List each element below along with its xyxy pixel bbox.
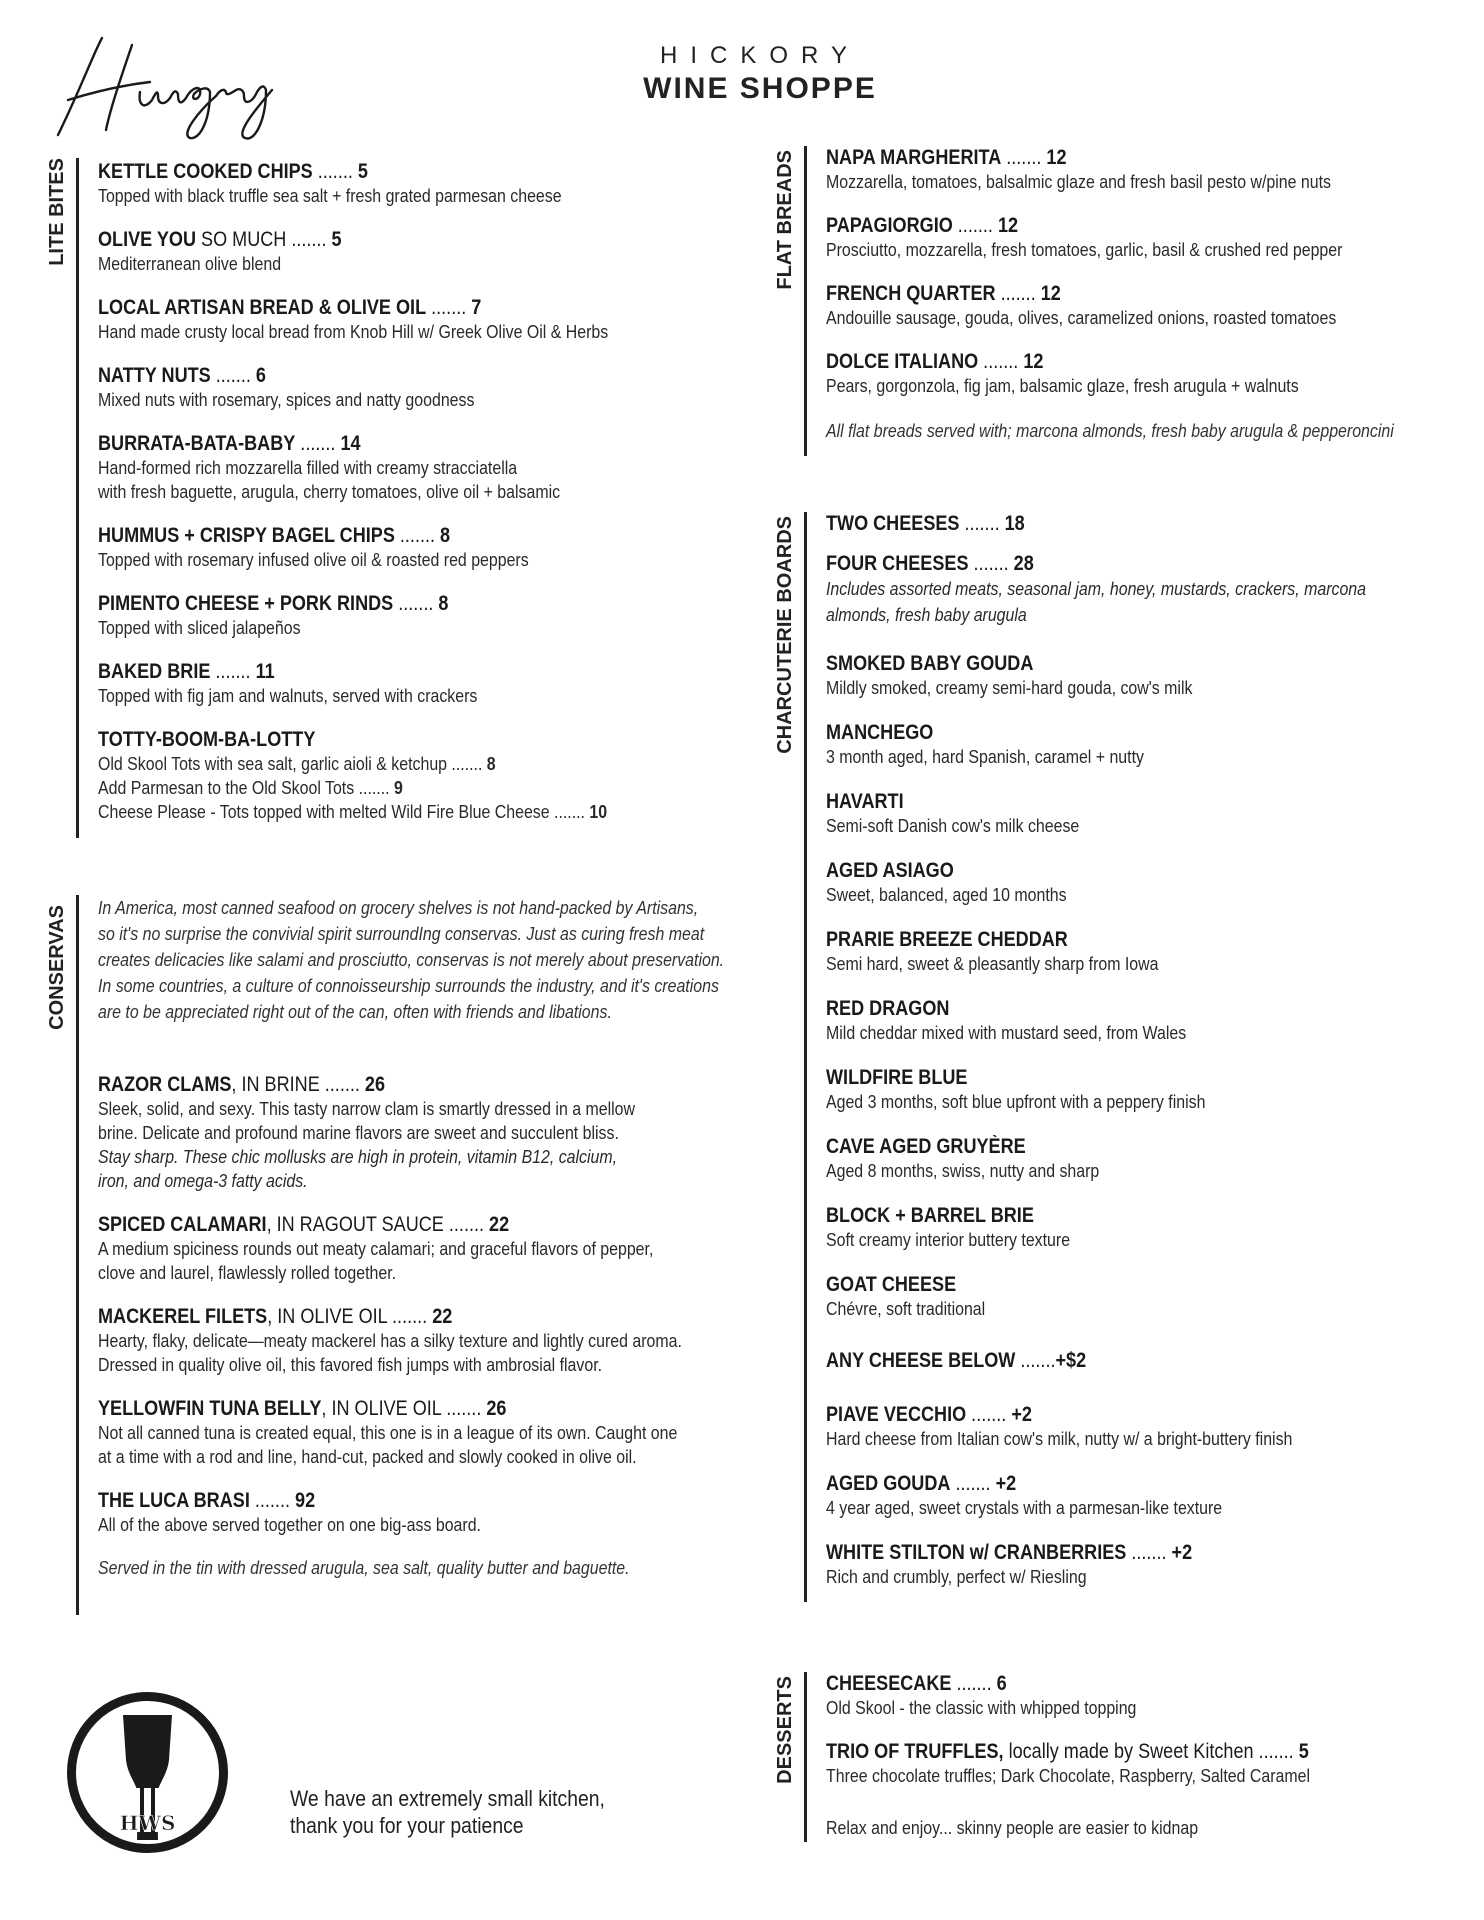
item-desc: Hand made crusty local bread from Knob Hill w/ Greek Olive Oil & Herbs (98, 321, 609, 342)
item-desc: Old Skool Tots with sea salt, garlic aioli & ketchup ....... 8 (98, 753, 496, 774)
cheese-item: WILDFIRE BLUE Aged 3 months, soft blue upfront with a peppery finish (826, 1066, 1206, 1112)
item-price: 11 (255, 660, 275, 683)
item-price: 28 (1013, 552, 1034, 575)
item-desc: Mediterranean olive blend (98, 253, 282, 274)
menu-item: CHEESECAKE ....... 6 Old Skool - the classic with whipped topping (826, 1672, 1137, 1718)
section-label: CHARCUTERIE BOARDS (774, 516, 796, 754)
conservas-intro: In America, most canned seafood on grocery shelves is not hand-packed by Artisans, so it's no surprise the convivial spirit surroundIng conservas. Just as curing fresh meat creates delicacies like salami and prosciutto, conservas is not merely about preservation. In some countries, a culture of connoisseurship surrounds the industry, and it's creations are to be appreciated right out of the can, often with friends and libations. (98, 897, 725, 1022)
item-name: TOTTY-BOOM-BA-LOTTY (98, 728, 316, 751)
item-price: 14 (340, 432, 361, 455)
item-price: 6 (255, 364, 266, 387)
menu-item: FRENCH QUARTER ....... 12 Andouille sausage, gouda, olives, caramelized onions, roasted tomatoes (826, 282, 1337, 328)
section-label: LITE BITES (46, 158, 68, 266)
flat-breads-list (826, 146, 1466, 444)
item-price: 22 (489, 1213, 510, 1236)
item-name: HUMMUS + CRISPY BAGEL CHIPS (98, 524, 395, 547)
item-price: 12 (1040, 282, 1061, 305)
item-name: KETTLE COOKED CHIPS (98, 160, 313, 183)
cheese-item: AGED ASIAGO Sweet, balanced, aged 10 months (826, 859, 1067, 905)
item-price: 12 (1046, 146, 1067, 169)
menu-item: TWO CHEESES ....... 18 (826, 512, 1025, 535)
item-price: 18 (1004, 512, 1025, 535)
desserts-footnote: Relax and enjoy... skinny people are easier to kidnap (826, 1817, 1199, 1838)
section-rule (76, 158, 79, 838)
cheese-item: GOAT CHEESE Chévre, soft traditional (826, 1273, 986, 1319)
item-name: FRENCH QUARTER (826, 282, 996, 305)
section-label: DESSERTS (774, 1676, 796, 1784)
menu-item: FOUR CHEESES ....... 28 Includes assorted meats, seasonal jam, honey, mustards, crackers, marcona almonds, fresh baby arugula (826, 552, 1367, 625)
menu-item: MACKEREL FILETS, IN OLIVE OIL ....... 22 Hearty, flaky, delicate—meaty mackerel has a silky texture and lightly cured aroma. Dressed in quality olive oil, this favored fish jumps with ambrosial flavor. (98, 1305, 682, 1375)
item-desc: Topped with fig jam and walnuts, served with crackers (98, 685, 478, 706)
cheese-item: MANCHEGO 3 month aged, hard Spanish, caramel + nutty (826, 721, 1144, 767)
item-price: 12 (1023, 350, 1044, 373)
item-name: BAKED BRIE (98, 660, 211, 683)
kitchen-note: We have an extremely small kitchen, thank you for your patience (290, 1786, 605, 1838)
section-label: CONSERVAS (46, 905, 68, 1030)
section-rule (804, 1672, 807, 1842)
premium-cheese: PIAVE VECCHIO ....... +2 Hard cheese from Italian cow's milk, nutty w/ a bright-buttery finish (826, 1403, 1293, 1449)
section-rule (804, 146, 807, 456)
item-desc: Cheese Please - Tots topped with melted Wild Fire Blue Cheese ....... 10 (98, 801, 608, 822)
cheese-item: BLOCK + BARREL BRIE Soft creamy interior buttery texture (826, 1204, 1071, 1250)
item-desc: Hand-formed rich mozzarella filled with creamy stracciatella (98, 457, 518, 478)
menu-item: PAPAGIORGIO ....... 12 Prosciutto, mozzarella, fresh tomatoes, garlic, basil & crushed red pepper (826, 214, 1343, 260)
item-name: PAPAGIORGIO (826, 214, 953, 237)
cheese-item: CAVE AGED GRUYÈRE Aged 8 months, swiss, nutty and sharp (826, 1135, 1100, 1181)
hungry-script-logo (40, 30, 280, 145)
menu-item: NATTY NUTS ....... 6 Mixed nuts with rosemary, spices and natty goodness (98, 364, 738, 412)
cheese-item: SMOKED BABY GOUDA Mildly smoked, creamy semi-hard gouda, cow's milk (826, 652, 1193, 698)
cheese-item: HAVARTI Semi-soft Danish cow's milk cheese (826, 790, 1080, 836)
upcharge-line: ANY CHEESE BELOW .......+$2 (826, 1349, 1087, 1372)
menu-item: LOCAL ARTISAN BREAD & OLIVE OIL ....... 7 Hand made crusty local bread from Knob Hill w/ Greek Olive Oil & Herbs (98, 296, 738, 344)
charcuterie-list (826, 512, 1466, 1589)
section-rule (76, 895, 79, 1615)
menu-item: YELLOWFIN TUNA BELLY, IN OLIVE OIL ....... 26 Not all canned tuna is created equal, this one is in a league of its own. Caught one at a time with a rod and line, hand-cut, packed and slowly cooked in olive oil. (98, 1397, 678, 1467)
item-name: NAPA MARGHERITA (826, 146, 1002, 169)
item-desc: Mixed nuts with rosemary, spices and natty goodness (98, 389, 475, 410)
item-price: 5 (331, 228, 342, 251)
item-price: 26 (486, 1397, 507, 1420)
section-conservas (42, 895, 762, 1615)
item-desc: Topped with black truffle sea salt + fresh grated parmesan cheese (98, 185, 562, 206)
item-desc: Add Parmesan to the Old Skool Tots ....... 9 (98, 777, 403, 798)
item-name: THE LUCA BRASI (98, 1489, 250, 1512)
item-desc: Topped with sliced jalapeños (98, 617, 301, 638)
item-price: 5 (357, 160, 368, 183)
section-lite-bites (42, 158, 742, 838)
section-charcuterie (770, 512, 1470, 1602)
section-flat-breads (770, 146, 1470, 456)
menu-item: BAKED BRIE ....... 11 Topped with fig jam and walnuts, served with crackers (98, 660, 738, 708)
menu-item: PIMENTO CHEESE + PORK RINDS ....... 8 Topped with sliced jalapeños (98, 592, 738, 640)
item-desc: with fresh baguette, arugula, cherry tomatoes, olive oil + balsamic (98, 481, 561, 502)
item-name: PIMENTO CHEESE + PORK RINDS (98, 592, 394, 615)
cheese-item: RED DRAGON Mild cheddar mixed with mustard seed, from Wales (826, 997, 1187, 1043)
item-desc: Topped with rosemary infused olive oil & roasted red peppers (98, 549, 529, 570)
section-desserts (770, 1672, 1470, 1842)
conservas-list (98, 895, 778, 1581)
brand-bottom: WINE SHOPPE (643, 72, 877, 105)
menu-item: DOLCE ITALIANO ....... 12 Pears, gorgonzola, fig jam, balsamic glaze, fresh arugula + walnuts (826, 350, 1299, 396)
item-price: 12 (997, 214, 1019, 237)
menu-item: BURRATA-BATA-BABY ....... 14 Hand-formed rich mozzarella filled with creamy stracciatella with fresh baguette, arugula, cherry tomatoes, olive oil + balsamic (98, 432, 738, 504)
brand-top: HICKORY (660, 42, 860, 69)
hws-seal-logo (65, 1690, 230, 1855)
item-name: TWO CHEESES (826, 512, 960, 535)
item-name: YELLOWFIN TUNA BELLY (98, 1397, 322, 1420)
item-price: 92 (295, 1489, 316, 1512)
item-name: DOLCE ITALIANO (826, 350, 979, 373)
item-price: 22 (432, 1305, 453, 1328)
item-name: OLIVE YOU (98, 228, 197, 251)
menu-item: OLIVE YOU SO MUCH ....... 5 Mediterranean olive blend (98, 228, 738, 276)
menu-item: KETTLE COOKED CHIPS ....... 5 Topped with black truffle sea salt + fresh grated parmesan cheese (98, 160, 738, 208)
item-name: FOUR CHEESES (826, 552, 969, 575)
desserts-list (826, 1672, 1466, 1840)
item-name: NATTY NUTS (98, 364, 211, 387)
item-name: RAZOR CLAMS (98, 1073, 232, 1096)
menu-item: THE LUCA BRASI ....... 92 All of the above served together on one big-ass board. (98, 1489, 481, 1535)
item-price: 8 (440, 524, 451, 547)
cheese-item: PRARIE BREEZE CHEDDAR Semi hard, sweet & pleasantly sharp from Iowa (826, 928, 1159, 974)
menu-item: HUMMUS + CRISPY BAGEL CHIPS ....... 8 Topped with rosemary infused olive oil & roasted red peppers (98, 524, 738, 572)
lite-bites-list (98, 160, 738, 848)
menu-item: TRIO OF TRUFFLES, locally made by Sweet Kitchen ....... 5 Three chocolate truffles; Dark Chocolate, Raspberry, Salted Caramel (826, 1740, 1311, 1786)
item-name: MACKEREL FILETS (98, 1305, 268, 1328)
section-label: FLAT BREADS (774, 150, 796, 290)
item-name: LOCAL ARTISAN BREAD & OLIVE OIL (98, 296, 427, 319)
premium-cheese: AGED GOUDA ....... +2 4 year aged, sweet crystals with a parmesan-like texture (826, 1472, 1223, 1518)
svg-text:HWS: HWS (119, 1811, 176, 1835)
flat-breads-footnote: All flat breads served with; marcona almonds, fresh baby arugula & pepperoncini (826, 420, 1394, 441)
menu-item: NAPA MARGHERITA ....... 12 Mozzarella, tomatoes, balsalmic glaze and fresh basil pesto w/pine nuts (826, 146, 1331, 192)
item-price: 7 (471, 296, 482, 319)
menu-item: SPICED CALAMARI, IN RAGOUT SAUCE ....... 22 A medium spiciness rounds out meaty calamari; and graceful flavors of pepper, clove and laurel, flawlessly rolled together. (98, 1213, 654, 1283)
section-rule (804, 512, 807, 1602)
item-name: BURRATA-BATA-BABY (98, 432, 296, 455)
menu-item-totty (98, 728, 738, 824)
menu-item: RAZOR CLAMS, IN BRINE ....... 26 Sleek, solid, and sexy. This tasty narrow clam is smartly dressed in a mellow brine. Delicate and profound marine flavors are sweet and succulent bliss. Stay sharp. These chic mollusks are high in protein, vitamin B12, calcium, iron, and omega-3 fatty acids. (98, 1073, 636, 1191)
premium-cheese: WHITE STILTON w/ CRANBERRIES ....... +2 Rich and crumbly, perfect w/ Riesling (826, 1541, 1193, 1587)
item-name: SPICED CALAMARI (98, 1213, 267, 1236)
item-price: 8 (438, 592, 449, 615)
brand-logo (600, 42, 920, 106)
item-price: 26 (364, 1073, 386, 1096)
conservas-footnote: Served in the tin with dressed arugula, sea salt, quality butter and baguette. (98, 1557, 630, 1578)
